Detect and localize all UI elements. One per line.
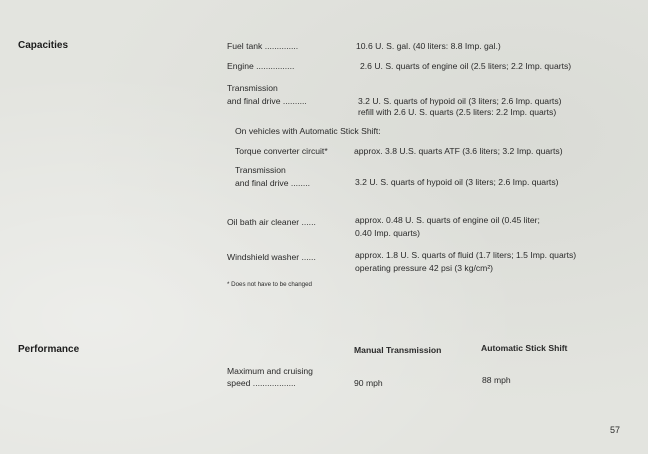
- fuel-tank-label: Fuel tank ..............: [227, 41, 299, 51]
- oil-bath-air-cleaner-value-line2: 0.40 Imp. quarts): [355, 228, 420, 238]
- transmission-value-line1: 3.2 U. S. quarts of hypoid oil (3 liters; 2.6 Imp. quarts): [358, 96, 562, 106]
- automatic-stick-shift-heading: On vehicles with Automatic Stick Shift:: [235, 126, 381, 136]
- section-heading-performance: Performance: [18, 344, 80, 355]
- speed-auto-value: 88 mph: [482, 375, 511, 385]
- transmission-label-line1: Transmission: [227, 83, 278, 93]
- column-header-manual-transmission: Manual Transmission: [354, 345, 442, 355]
- fuel-tank-value: 10.6 U. S. gal. (40 liters: 8.8 Imp. gal.): [356, 41, 501, 51]
- auto-transmission-label-line1: Transmission: [235, 165, 286, 175]
- page-number: 57: [610, 425, 621, 435]
- windshield-washer-value-line1: approx. 1.8 U. S. quarts of fluid (1.7 liters; 1.5 Imp. quarts): [355, 250, 577, 260]
- section-heading-capacities: Capacities: [18, 40, 69, 51]
- torque-converter-value: approx. 3.8 U.S. quarts ATF (3.6 liters; 3.2 Imp. quarts): [354, 146, 563, 156]
- auto-transmission-value: 3.2 U. S. quarts of hypoid oil (3 liters; 2.6 Imp. quarts): [355, 177, 559, 187]
- oil-bath-air-cleaner-value-line1: approx. 0.48 U. S. quarts of engine oil (0.45 liter;: [355, 215, 540, 225]
- speed-manual-value: 90 mph: [354, 378, 383, 388]
- engine-value: 2.6 U. S. quarts of engine oil (2.5 liters; 2.2 Imp. quarts): [360, 61, 572, 71]
- speed-label-line2: speed ..................: [227, 378, 296, 388]
- transmission-label-line2: and final drive ..........: [227, 96, 307, 106]
- windshield-washer-value-line2: operating pressure 42 psi (3 kg/cm²): [355, 263, 494, 273]
- engine-label: Engine ................: [227, 61, 295, 71]
- footnote: * Does not have to be changed: [227, 281, 312, 288]
- transmission-value-line2: refill with 2.6 U. S. quarts (2.5 liters: 2.2 Imp. quarts): [358, 107, 557, 117]
- torque-converter-label: Torque converter circuit*: [235, 146, 328, 156]
- oil-bath-air-cleaner-label: Oil bath air cleaner ......: [227, 217, 316, 227]
- column-header-automatic-stick-shift: Automatic Stick Shift: [481, 343, 568, 353]
- windshield-washer-label: Windshield washer ......: [227, 252, 316, 262]
- speed-label-line1: Maximum and cruising: [227, 366, 313, 376]
- auto-transmission-label-line2: and final drive ........: [235, 178, 310, 188]
